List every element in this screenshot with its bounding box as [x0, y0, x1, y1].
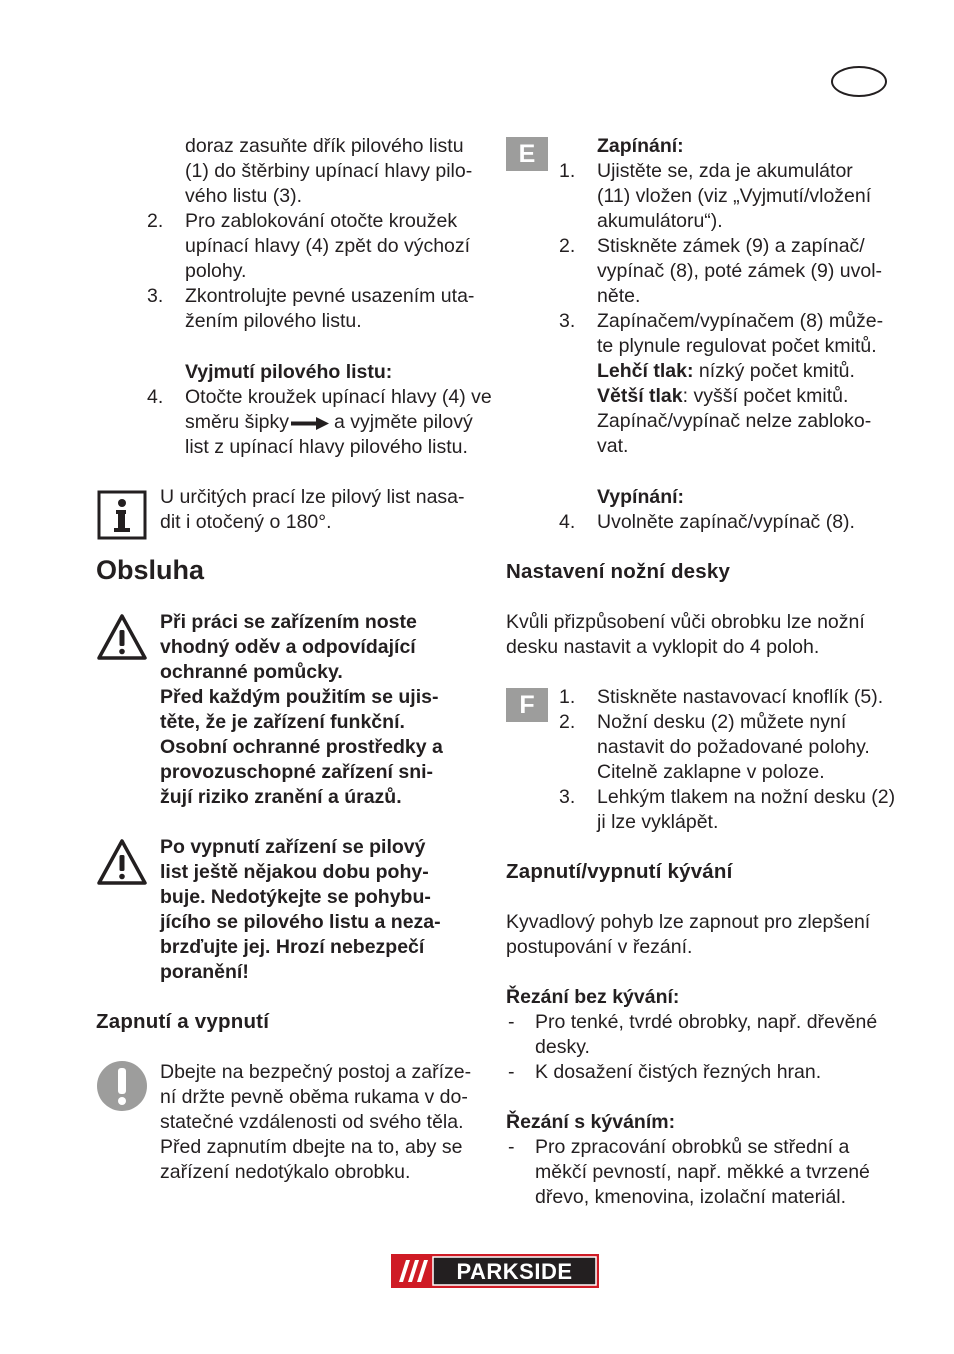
- light-pressure-label: Lehčí tlak:: [597, 360, 694, 382]
- step-number: 1.: [559, 686, 576, 708]
- subsection-heading: Zapnutí/vypnutí kývání: [506, 860, 733, 883]
- caution-text: Dbejte na bezpečný postoj a zaříze-: [160, 1061, 472, 1083]
- subsection-heading: Zapnutí a vypnutí: [96, 1010, 270, 1033]
- light-pressure-line: [597, 359, 855, 384]
- warning-text: ochranné pomůcky.: [160, 661, 343, 683]
- warning-text: provozuschopné zařízení sni-: [160, 761, 434, 783]
- step-text: ji lze vyklápět.: [597, 811, 719, 833]
- step-text: te plynule regulovat počet kmitů.: [597, 335, 877, 357]
- step1-continuation: (1) do štěrbiny upínací hlavy pilo-: [185, 160, 473, 182]
- remove-blade-heading: Vyjmutí pilového listu:: [185, 361, 393, 383]
- step-text: Otočte kroužek upínací hlavy (4) ve: [185, 386, 492, 408]
- step-text: Pro zablokování otočte kroužek: [185, 210, 458, 232]
- warning-text: brzďujte jej. Hrozí nebezpečí: [160, 936, 425, 958]
- step-text: list z upínací hlavy pilového listu.: [185, 436, 468, 458]
- step-number: 3.: [559, 310, 576, 332]
- section-title: Obsluha: [96, 555, 205, 585]
- cutting-mode-heading: Řezání s kýváním:: [506, 1111, 676, 1133]
- step-text: akumulátoru“).: [597, 210, 723, 232]
- brand-logo-graphic: [391, 1254, 599, 1288]
- step-text: Uvolněte zapínač/vypínač (8).: [597, 511, 855, 533]
- warning-text: žují riziko zranění a úrazů.: [160, 786, 402, 808]
- figure-marker-f: F: [506, 688, 548, 722]
- step1-continuation: doraz zasuňte dřík pilového listu: [185, 135, 464, 157]
- step-text: Stiskněte nastavovací knoflík (5).: [597, 686, 884, 708]
- strong-pressure-label: Větší tlak: [597, 385, 683, 407]
- step-number: 2.: [559, 711, 576, 733]
- figure-marker-e: E: [506, 137, 548, 171]
- step-text: (11) vložen (viz „Vyjmutí/vložení: [597, 185, 872, 207]
- step-text: polohy.: [185, 260, 247, 282]
- light-pressure-text: nízký počet kmitů.: [693, 360, 855, 382]
- step-number: 3.: [147, 285, 164, 307]
- list-dash: -: [508, 1011, 515, 1033]
- step-text: žením pilového listu.: [185, 310, 362, 332]
- paragraph-line: Kyvadlový pohyb lze zapnout pro zlepšení: [506, 911, 871, 933]
- warning-text: jícího se pilového listu a neza-: [160, 911, 441, 933]
- step-text: Lehkým tlakem na nožní desku (2): [597, 786, 896, 808]
- paragraph-line: Kvůli přizpůsobení vůči obrobku lze nožní: [506, 611, 865, 633]
- parkside-logo: [391, 1254, 599, 1288]
- step-text: upínací hlavy (4) zpět do výchozí: [185, 235, 471, 257]
- step-text: Zkontrolujte pevné usazením uta-: [185, 285, 475, 307]
- warning-text: vhodný oděv a odpovídající: [160, 636, 416, 658]
- arrow-right-icon: [291, 417, 329, 430]
- caution-text: Před zapnutím dbejte na to, aby se: [160, 1136, 463, 1158]
- step-text: směru šipky: [185, 411, 290, 433]
- caution-text: statečné vzdálenosti od svého těla.: [160, 1111, 464, 1133]
- step-number: 2.: [147, 210, 164, 232]
- cutting-mode-heading: Řezání bez kývání:: [506, 986, 680, 1008]
- paragraph-line: postupování v řezání.: [506, 936, 693, 958]
- step-text: Zapínačem/vypínačem (8) může-: [597, 310, 884, 332]
- strong-pressure-line: [597, 384, 848, 409]
- warning-text: Po vypnutí zařízení se pilový: [160, 836, 426, 858]
- list-item: dřevo, kmenovina, izolační materiál.: [535, 1186, 847, 1208]
- warning-icon: [96, 838, 148, 886]
- warning-text: list ještě nějakou dobu pohy-: [160, 861, 429, 883]
- strong-pressure-text: : vyšší počet kmitů.: [682, 385, 849, 407]
- step-number: 3.: [559, 786, 576, 808]
- switch-on-heading: Zapínání:: [597, 135, 684, 157]
- list-item: K dosažení čistých řezných hran.: [535, 1061, 822, 1083]
- switch-off-heading: Vypínání:: [597, 486, 685, 508]
- warning-icon: [96, 613, 148, 661]
- step-text: Nožní desku (2) můžete nyní: [597, 711, 847, 733]
- list-item: měkčí pevností, např. měkké a tvrzené: [535, 1161, 870, 1183]
- list-item: Pro tenké, tvrdé obrobky, např. dřevěné: [535, 1011, 878, 1033]
- step1-continuation: vého listu (3).: [185, 185, 303, 207]
- list-item: Pro zpracování obrobků se střední a: [535, 1136, 850, 1158]
- paragraph-line: desku nastavit a vyklopit do 4 poloh.: [506, 636, 820, 658]
- list-item: desky.: [535, 1036, 590, 1058]
- info-note: dit i otočený o 180°.: [160, 511, 332, 533]
- step-text: a vyjměte pilový: [334, 411, 473, 433]
- info-note: U určitých prací lze pilový list nasa-: [160, 486, 465, 508]
- info-icon: [97, 490, 147, 540]
- step-text: vat.: [597, 435, 629, 457]
- step-number: 1.: [559, 160, 576, 182]
- caution-icon: [96, 1060, 148, 1112]
- step-text: něte.: [597, 285, 641, 307]
- step-text: Zapínač/vypínač nelze zabloko-: [597, 410, 872, 432]
- language-badge: [831, 66, 887, 97]
- step-number: 2.: [559, 235, 576, 257]
- warning-text: Při práci se zařízením noste: [160, 611, 417, 633]
- brand-name: PARKSIDE: [456, 1259, 573, 1284]
- warning-text: těte, že je zařízení funkční.: [160, 711, 405, 733]
- subsection-heading: Nastavení nožní desky: [506, 560, 731, 583]
- step-number: 4.: [559, 511, 576, 533]
- list-dash: -: [508, 1061, 515, 1083]
- caution-text: zařízení nedotýkalo obrobku.: [160, 1161, 411, 1183]
- warning-text: buje. Nedotýkejte se pohybu-: [160, 886, 431, 908]
- step-number: 4.: [147, 386, 164, 408]
- warning-text: Osobní ochranné prostředky a: [160, 736, 443, 758]
- step-text: vypínač (8), poté zámek (9) uvol-: [597, 260, 883, 282]
- warning-text: Před každým použitím se ujis-: [160, 686, 439, 708]
- caution-text: ní držte pevně oběma rukama v do-: [160, 1086, 468, 1108]
- warning-text: poranění!: [160, 961, 249, 983]
- list-dash: -: [508, 1136, 515, 1158]
- step-text: Stiskněte zámek (9) a zapínač/: [597, 235, 865, 257]
- step-text: nastavit do požadované polohy.: [597, 736, 870, 758]
- step-text: Ujistěte se, zda je akumulátor: [597, 160, 853, 182]
- step-text: Citelně zaklapne v poloze.: [597, 761, 825, 783]
